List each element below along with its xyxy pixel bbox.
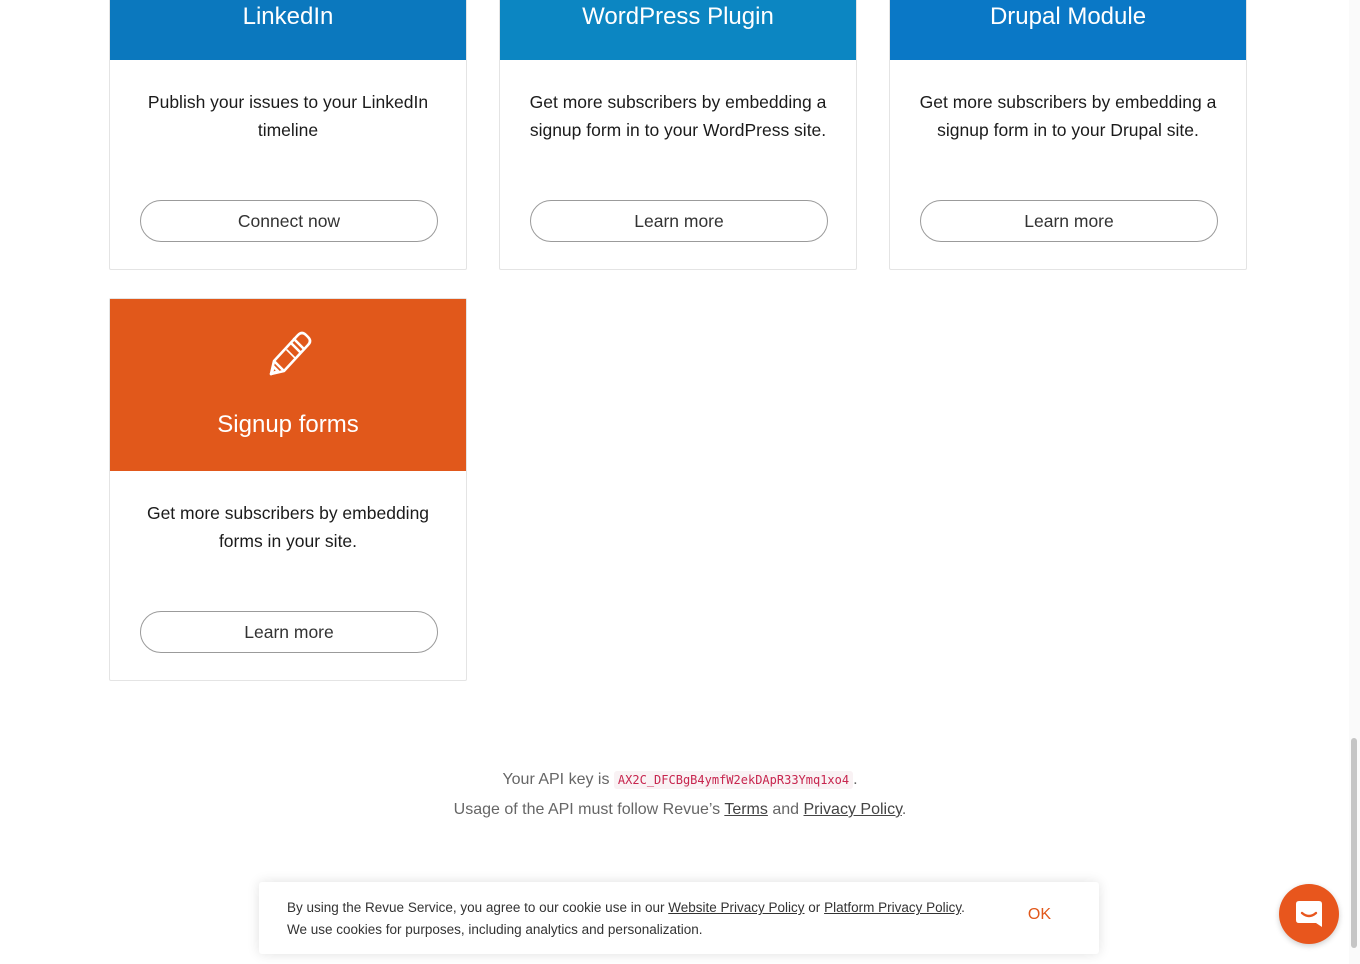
signup-forms-card-title: Signup forms [217, 411, 359, 438]
api-key-suffix: . [853, 771, 858, 788]
drupal-card-header [890, 0, 1246, 60]
drupal-card-description: Get more subscribers by embedding a signup form in to your Drupal site. [919, 92, 1217, 140]
api-usage-line [0, 801, 1360, 819]
linkedin-card-header [110, 0, 466, 60]
privacy-policy-link[interactable]: Privacy Policy [803, 801, 902, 818]
signup-forms-card [109, 298, 467, 681]
signup-forms-learn-more-button[interactable]: Learn more [140, 611, 438, 653]
page-scrollbar-thumb[interactable] [1351, 738, 1357, 948]
drupal-learn-more-button[interactable]: Learn more [920, 200, 1218, 242]
wordpress-card-title: WordPress Plugin [582, 3, 774, 30]
linkedin-card-description: Publish your issues to your LinkedIn timeline [147, 92, 429, 140]
cookie-banner-text [287, 897, 987, 941]
drupal-card [889, 0, 1247, 270]
linkedin-card [109, 0, 467, 270]
wordpress-card-description: Get more subscribers by embedding a signup form in to your WordPress site. [529, 92, 827, 140]
cookie-ok-button[interactable]: OK [1027, 906, 1051, 923]
cookie-text-period: . [961, 900, 965, 915]
chat-launcher-button[interactable] [1279, 884, 1339, 944]
cookie-banner [259, 882, 1099, 954]
wordpress-card-header [500, 0, 856, 60]
api-usage-suffix: . [901, 801, 907, 818]
signup-forms-card-description: Get more subscribers by embedding forms in your site. [146, 503, 430, 551]
linkedin-card-title: LinkedIn [242, 3, 334, 30]
website-privacy-policy-link[interactable]: Website Privacy Policy [668, 900, 805, 915]
wordpress-card [499, 0, 857, 270]
wordpress-learn-more-button[interactable]: Learn more [530, 200, 828, 242]
api-usage-text: Usage of the API must follow Revue’s [453, 801, 721, 818]
api-usage-and: and [772, 801, 800, 818]
chat-bubble-icon [1293, 898, 1325, 930]
api-key-label: Your API key is [502, 771, 610, 788]
cookie-text-intro: By using the Revue Service, you agree to our cookie use in our [287, 900, 665, 915]
pencil-icon [264, 325, 316, 377]
drupal-card-title: Drupal Module [989, 3, 1147, 30]
api-key-value: AX2C_DFCBgB4ymfW2ekDApR33Ymq1xo4 [614, 771, 853, 789]
cookie-text-purposes: We use cookies for purposes, including analytics and personalization. [287, 922, 703, 937]
api-key-line [0, 771, 1360, 789]
signup-forms-card-header [110, 299, 466, 471]
cookie-text-or: or [808, 900, 821, 915]
connect-now-button[interactable]: Connect now [140, 200, 438, 242]
platform-privacy-policy-link[interactable]: Platform Privacy Policy [824, 900, 962, 915]
terms-link[interactable]: Terms [724, 801, 768, 818]
